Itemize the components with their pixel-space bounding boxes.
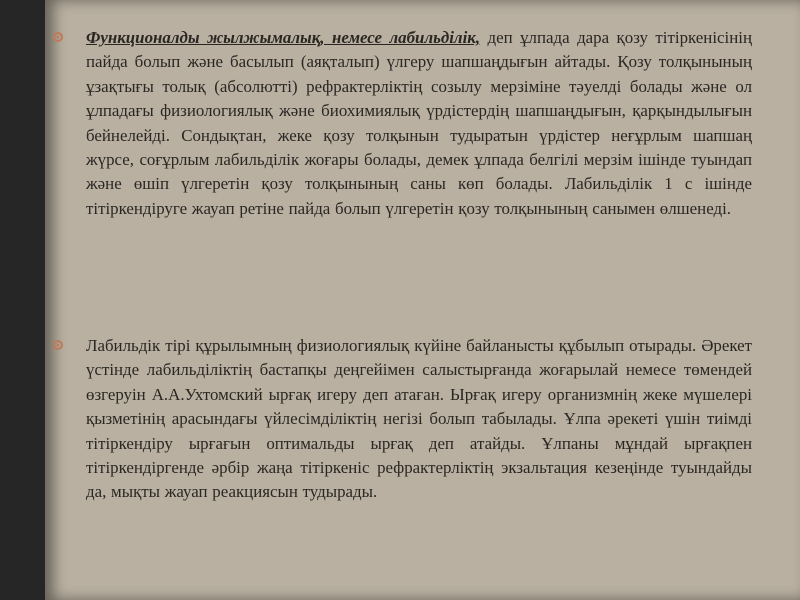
term-functional-mobility: Функционалды жылжымалық, немесе лабильділік,: [86, 28, 481, 47]
paragraph-text: деп ұлпада дара қозу тітіркенісінің пайда болып және басылып (аяқталып) үлгеру шапшаңдығын айтады. Қозу толқынының ұзақтығы толық (абсолютті) рефрактерліктің созылу мерзіміне тәуелді болады және ол ұлпадағы физиологиялық және биохимиялық үрдістердің шапшаңдығын, қарқындылығын бейнелейді. Сондықтан, жеке қозу толқынын тудыратын үрдістер неғұрлым шапшаң жүрсе, соғұрлым лабильділік жоғары болады, демек ұлпада белгілі мерзім ішінде туындап және өшіп үлгеретін қозу толқынының саны көп болады. Лабильділік 1 с ішінде тітіркендіруге жауап ретіне пайда болып үлгеретін қозу толқынының санымен өлшенеді.: [86, 28, 752, 218]
paragraph-lability-rhythm: [86, 334, 752, 505]
bullet-icon: [53, 32, 63, 42]
bullet-icon: [53, 340, 63, 350]
paragraph-lability-definition: [86, 26, 752, 221]
paragraph-text: Лабильдік тірі құрылымның физиологиялық күйіне байланысты құбылып отырады. Әрекет үстінде лабильділіктің бастапқы деңгейімен салыстырғанда жоғарылай немесе төмендей өзгеруін А.А.Ухтомский ырғақ игеру деп атаған. Ырғақ игеру организмнің жеке мүшелері қызметінің арасындағы үйлесімділіктің негізі болып табылады. Ұлпа әрекеті үшін тиімді тітіркендіру ырғағын оптимальды ырғақ деп атайды. Ұлпаны мұндай ырғақпен тітіркендіргенде әрбір жаңа тітіркеніс рефрактерліктің экзальтация кезеңінде туындайды да, мықты жауап реакциясын тудырады.: [86, 336, 752, 502]
